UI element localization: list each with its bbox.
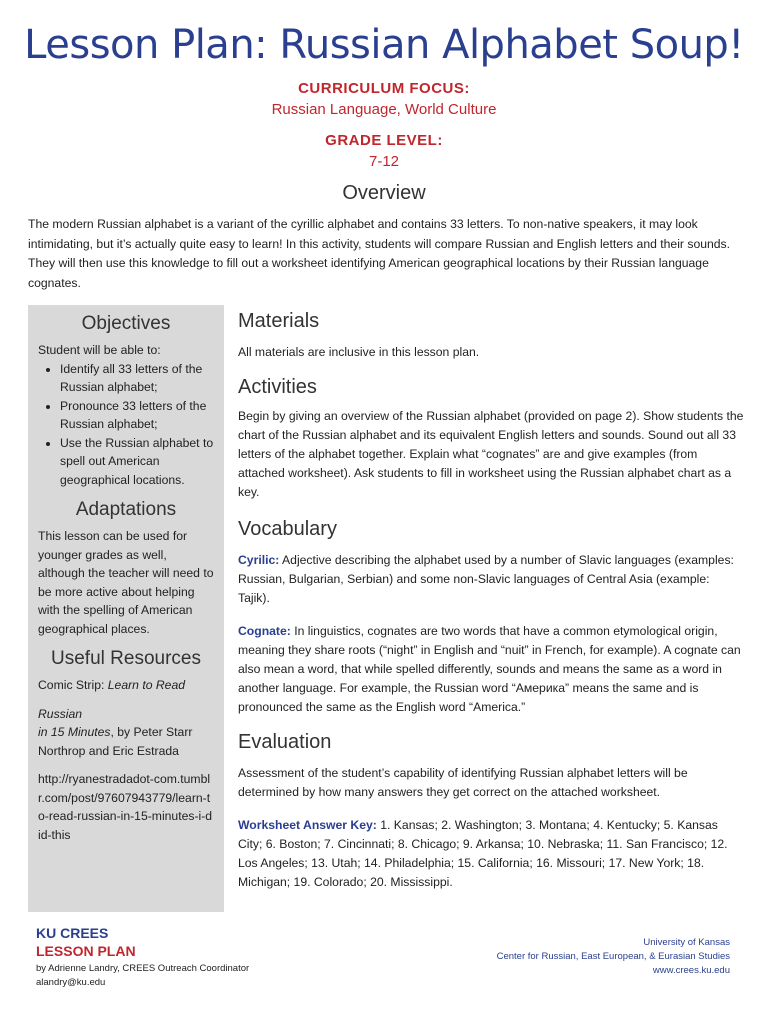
resource-authors: , by Peter Starr Northrop and Eric Estrada xyxy=(38,725,193,758)
cognate-term: Cognate: xyxy=(238,624,291,638)
materials-text: All materials are inclusive in this lesson plan. xyxy=(238,345,480,359)
list-item: • Use the Russian alphabet to spell out American geographical locations. xyxy=(60,434,216,490)
curriculum-focus xyxy=(0,80,768,118)
org-url[interactable]: www.crees.ku.edu xyxy=(652,965,730,976)
resource-title-3: in 15 Minutes xyxy=(38,725,111,739)
cyrilic-definition xyxy=(238,551,744,608)
activities-text: Begin by giving an overview of the Russian alphabet (provided on page 2). Show students the chart of the Russian alphabet and its equivalent English letters and sounds. Sound out all 33 letters of the alphabet together. Explain what “cognates” are and give examples (from attached worksheet). Ask students to fill in worksheet using the Russian alphabet chart as a key. xyxy=(238,409,744,499)
resource-prefix: Comic Strip: xyxy=(38,678,108,692)
sidebar xyxy=(28,305,224,912)
footer-org xyxy=(497,936,730,978)
page-title: Lesson Plan: Russian Alphabet Soup! xyxy=(24,22,744,68)
curriculum-focus-label: CURRICULUM FOCUS: xyxy=(298,80,470,97)
grade-level xyxy=(0,132,768,170)
objectives-heading: Objectives xyxy=(81,313,171,334)
answer-key-label: Worksheet Answer Key: xyxy=(238,818,377,832)
cognate-def: In linguistics, cognates are two words that have a common etymological origin, meaning they share roots (“night” in English and “nuit” in French, for example). A cognate can also mean a word, that while spelled differently, sounds and means the same as a word in another language. For example, the Russian word “Америка” means the same and is pronounced the same as the English word “America.” xyxy=(238,624,741,714)
overview-heading: Overview xyxy=(342,182,426,204)
answer-key xyxy=(238,816,744,892)
resource-title-2: Russian xyxy=(38,706,83,721)
byline: by Adrienne Landry, CREES Outreach Coordinator xyxy=(36,963,250,974)
vocabulary-heading: Vocabulary xyxy=(238,518,337,540)
activities-heading: Activities xyxy=(238,376,317,398)
email[interactable]: alandry@ku.edu xyxy=(36,977,106,988)
cyrilic-def: Adjective describing the alphabet used by a number of Slavic languages (examples: Russian, Bulgarian, Serbian) and some non-Slavic languages of Central Asia (example: Tajik). xyxy=(238,553,734,605)
cognate-definition xyxy=(238,622,744,717)
list-item: • Identify all 33 letters of the Russian alphabet; xyxy=(60,360,216,397)
objectives-list xyxy=(28,360,224,490)
footer-brand xyxy=(36,924,249,990)
evaluation-text: Assessment of the student’s capability of identifying Russian alphabet letters will be determined by how many answers they get correct on the attached worksheet. xyxy=(238,766,688,799)
cyrilic-term: Cyrilic: xyxy=(238,553,280,567)
materials-heading: Materials xyxy=(238,310,320,332)
evaluation-heading: Evaluation xyxy=(238,731,332,753)
adaptations-heading: Adaptations xyxy=(75,499,177,520)
brand-line-1: KU CREES xyxy=(36,925,109,941)
brand-line-2: LESSON PLAN xyxy=(36,943,136,959)
grade-level-value: 7-12 xyxy=(368,153,400,170)
resource-link[interactable]: http://ryanestradadot-com.tumblr.com/post/97607943779/learn-to-read-russian-in-15-minutes-i-did-this xyxy=(38,772,213,842)
answer-key-text: 1. Kansas; 2. Washington; 3. Montana; 4. Kentucky; 5. Kansas City; 6. Boston; 7. Cincinnati; 8. Chicago; 9. Arkansa; 10. Nebraska; 11. San Francisco; 12. Los Angeles; 13. Utah; 14. Philadelphia; 15. California; 16. Missouri; 17. New York; 18. Michigan; 19. Colorado; 20. Mississippi. xyxy=(238,818,728,889)
list-item: • Pronounce 33 letters of the Russian alphabet; xyxy=(60,397,216,434)
curriculum-focus-value: Russian Language, World Culture xyxy=(271,101,497,118)
adaptations-text: This lesson can be used for younger grades as well, although the teacher will need to be more active about helping with the spelling of American geographical places. xyxy=(38,529,214,636)
org-line-2: Center for Russian, East European, & Eurasian Studies xyxy=(496,951,730,962)
resource-title-1: Learn to Read xyxy=(107,678,186,692)
grade-level-label: GRADE LEVEL: xyxy=(325,132,443,149)
resource-citation xyxy=(28,676,224,760)
overview-text: The modern Russian alphabet is a variant of the cyrillic alphabet and contains 33 letters. To non-native speakers, it may look intimidating, but it’s actually quite easy to learn! In this activity, students will compare Russian and English letters and their sounds. They will then use this knowledge to fill out a worksheet identifying American geographical locations by their Russian language cognates. xyxy=(28,217,731,290)
main-content xyxy=(238,310,744,892)
objectives-intro: Student will be able to: xyxy=(38,343,161,357)
org-line-1: University of Kansas xyxy=(643,937,730,948)
resources-heading: Useful Resources xyxy=(51,648,201,669)
